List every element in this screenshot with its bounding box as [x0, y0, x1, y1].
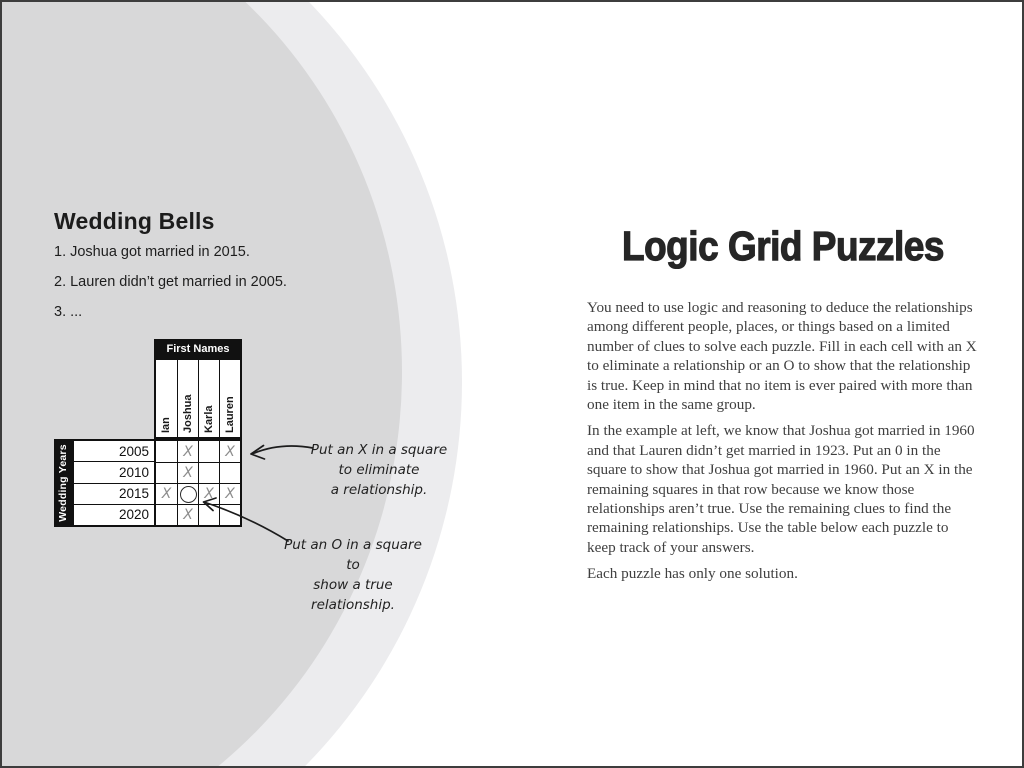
column-header-lauren: Lauren	[219, 360, 240, 437]
row-group-header-label: Wedding Years	[57, 444, 69, 522]
grid-cell-2005-karla	[198, 441, 219, 462]
clue-1: 1. Joshua got married in 2015.	[54, 244, 250, 260]
clue-3: 3. ...	[54, 304, 83, 320]
x-mark: X	[161, 486, 172, 502]
instructions-paragraph-3: Each puzzle has only one solution.	[587, 565, 798, 583]
row-header-2020: 2020	[74, 504, 154, 525]
puzzle-title: Wedding Bells	[54, 208, 215, 234]
instructions-text	[587, 298, 979, 591]
x-mark: X	[183, 443, 193, 460]
o-annotation-line: Put an O in a square to	[284, 537, 422, 573]
x-mark: X	[225, 443, 235, 460]
grid-cells	[154, 439, 242, 527]
grid-cell-2005-ian	[156, 441, 177, 462]
page-title: Logic Grid Puzzles	[621, 223, 945, 269]
x-annotation-line: to eliminate	[338, 462, 420, 478]
grid-row-headers	[72, 439, 154, 527]
x-mark: X	[225, 486, 235, 502]
x-mark: X	[183, 465, 193, 481]
instructions-paragraph-1: You need to use logic and reasoning to deduce the relationships among different people, places, or things based on a limited number of clues to solve each puzzle. Fill in each cell with an X to eliminate a relationship or an O to show that the relationship is true. Keep in mind that no item is ever paired with more than one item in the same group.	[587, 299, 977, 414]
x-mark: X	[183, 507, 193, 523]
column-header-ian: Ian	[160, 417, 172, 433]
o-mark	[180, 486, 197, 503]
instructions-paragraph-2: In the example at left, we know that Joshua got married in 1960 and that Lauren didn’t get married in 1923. Put an 0 in the square to show that Joshua got married in 1960. Put an X in the remaining squares in that row because we know those relationships aren’t true. Use the remaining clues to find the remaining relationships. Use the table below each puzzle to keep track of your answers.	[587, 422, 975, 556]
grid-cell-2005-lauren	[219, 441, 240, 462]
row-header-2005: 2005	[118, 443, 149, 459]
column-group-header: First Names	[154, 339, 242, 358]
grid-cell-2015-ian	[156, 483, 177, 504]
x-annotation-line: a relationship.	[330, 482, 428, 498]
grid-cell-2010-karla	[198, 462, 219, 483]
column-header-joshua: Joshua	[177, 360, 198, 437]
grid-cell-2020-karla	[198, 504, 219, 525]
grid-cell-2015-joshua	[177, 483, 198, 504]
column-header-karla: Karla	[198, 360, 219, 437]
clue-2: 2. Lauren didn’t get married in 2005.	[54, 274, 287, 290]
grid-column-headers	[154, 358, 242, 439]
grid-cell-2020-lauren	[219, 504, 240, 525]
o-annotation	[278, 535, 428, 615]
row-group-header	[54, 439, 72, 527]
logic-grid	[54, 339, 244, 529]
grid-cell-2010-lauren	[219, 462, 240, 483]
x-mark: X	[204, 486, 214, 502]
grid-cell-2005-joshua	[177, 441, 198, 462]
o-annotation-line: show a true relationship.	[311, 577, 395, 613]
grid-cell-2010-ian	[156, 462, 177, 483]
x-annotation-line: Put an X in a square	[310, 442, 448, 458]
grid-cell-2010-joshua	[177, 462, 198, 483]
x-annotation	[305, 440, 453, 500]
row-header-2010: 2010	[74, 461, 154, 482]
grid-cell-2020-ian	[156, 504, 177, 525]
grid-cell-2015-lauren	[219, 483, 240, 504]
row-header-2015: 2015	[74, 483, 154, 504]
grid-cell-2020-joshua	[177, 504, 198, 525]
grid-cell-2015-karla	[198, 483, 219, 504]
